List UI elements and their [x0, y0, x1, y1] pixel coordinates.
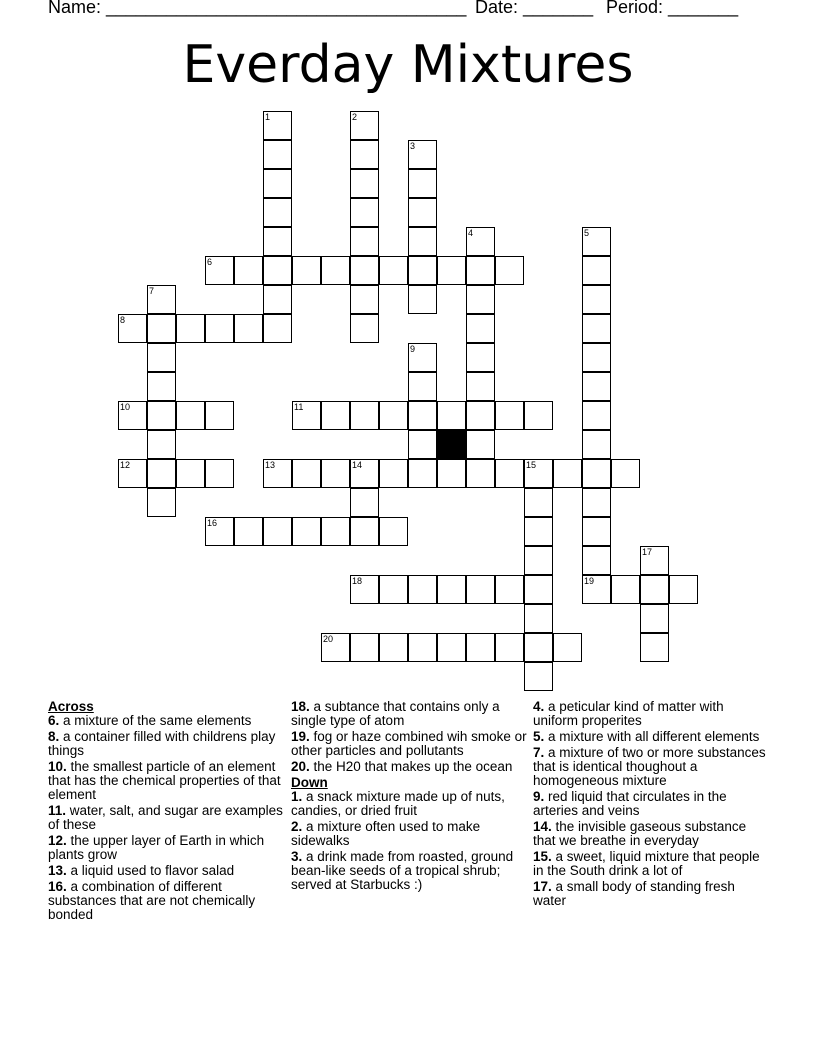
across-clue-list-continued — [291, 700, 527, 774]
clue-number: 8 — [120, 315, 126, 325]
clue-number-label: 5. — [533, 729, 545, 744]
clue-number-label: 17. — [533, 879, 552, 894]
clue-text: a subtance that contains only a single type of atom — [291, 699, 500, 728]
grid-cell[interactable] — [350, 256, 379, 285]
clue-number: 14 — [352, 460, 363, 470]
clue — [533, 880, 769, 908]
clue-text: a mixture of the same elements — [59, 713, 252, 728]
grid-cell[interactable] — [408, 401, 437, 430]
clue — [291, 850, 527, 892]
clue-text: a mixture of two or more substances that is identical thoughout a homogeneous mixture — [533, 745, 766, 788]
clue — [291, 760, 527, 774]
clue — [533, 850, 769, 878]
grid-cell[interactable] — [350, 488, 379, 517]
grid-cell[interactable] — [408, 198, 437, 227]
clue-column-1 — [48, 700, 284, 924]
clue-number-label: 9. — [533, 789, 545, 804]
clue-number-label: 16. — [48, 879, 67, 894]
grid-cell[interactable] — [234, 517, 263, 546]
clue-text: a sweet, liquid mixture that people in the South drink a lot of — [533, 849, 760, 878]
grid-cell[interactable] — [553, 633, 582, 662]
grid-cell[interactable] — [147, 343, 176, 372]
grid-cell[interactable] — [524, 517, 553, 546]
clue-number: 20 — [323, 634, 334, 644]
clue-text: water, salt, and sugar are examples of these — [48, 803, 283, 832]
clue — [48, 760, 284, 802]
grid-cell[interactable] — [466, 314, 495, 343]
clue — [48, 880, 284, 922]
grid-cell[interactable] — [205, 459, 234, 488]
grid-cell[interactable] — [263, 169, 292, 198]
grid-cell[interactable] — [176, 459, 205, 488]
grid-cell[interactable] — [582, 546, 611, 575]
grid-cell[interactable] — [350, 314, 379, 343]
grid-cell[interactable] — [408, 633, 437, 662]
grid-cell[interactable] — [176, 314, 205, 343]
grid-cell[interactable] — [321, 256, 350, 285]
grid-cell[interactable] — [466, 343, 495, 372]
grid-cell[interactable] — [350, 401, 379, 430]
grid-cell[interactable] — [263, 256, 292, 285]
grid-cell[interactable] — [495, 633, 524, 662]
grid-cell[interactable] — [582, 401, 611, 430]
grid-cell[interactable] — [524, 488, 553, 517]
grid-cell[interactable] — [234, 314, 263, 343]
grid-cell[interactable] — [176, 401, 205, 430]
clue-number-label: 13. — [48, 863, 67, 878]
clue — [291, 700, 527, 728]
clue-number-label: 20. — [291, 759, 310, 774]
grid-cell[interactable] — [205, 314, 234, 343]
grid-cell[interactable] — [582, 256, 611, 285]
clue — [48, 730, 284, 758]
grid-cell[interactable] — [292, 517, 321, 546]
grid-cell[interactable] — [437, 633, 466, 662]
grid-cell[interactable] — [321, 459, 350, 488]
grid-cell[interactable] — [582, 459, 611, 488]
clue-number: 19 — [584, 576, 595, 586]
grid-cell[interactable] — [669, 575, 698, 604]
grid-cell[interactable] — [524, 604, 553, 633]
grid-cell[interactable] — [292, 459, 321, 488]
clue-number: 1 — [265, 112, 271, 122]
grid-cell[interactable] — [379, 256, 408, 285]
grid-cell[interactable] — [263, 140, 292, 169]
clue-number-label: 4. — [533, 699, 545, 714]
grid-cell[interactable] — [582, 343, 611, 372]
grid-cell[interactable] — [495, 575, 524, 604]
grid-cell[interactable] — [234, 256, 263, 285]
grid-cell[interactable] — [466, 401, 495, 430]
clue-text: the smallest particle of an element that has the chemical properties of that element — [48, 759, 281, 802]
grid-cell[interactable] — [524, 401, 553, 430]
across-clue-list — [48, 714, 284, 922]
clue — [291, 730, 527, 758]
grid-cell[interactable] — [640, 575, 669, 604]
grid-cell[interactable] — [379, 633, 408, 662]
clue — [533, 790, 769, 818]
clue-number-label: 11. — [48, 803, 67, 818]
clue-number: 3 — [410, 141, 416, 151]
clue-text: red liquid that circulates in the arteries and veins — [533, 789, 727, 818]
clue-text: a container filled with childrens play things — [48, 729, 276, 758]
grid-cell[interactable] — [379, 459, 408, 488]
clue-number-label: 12. — [48, 833, 67, 848]
clue-number-label: 8. — [48, 729, 60, 744]
clue-number-label: 14. — [533, 819, 552, 834]
grid-cell[interactable] — [321, 401, 350, 430]
clue-number-label: 15. — [533, 849, 552, 864]
grid-cell[interactable] — [582, 372, 611, 401]
grid-cell[interactable] — [582, 430, 611, 459]
clue-text: a snack mixture made up of nuts, candies, or dried fruit — [291, 789, 505, 818]
grid-cell[interactable] — [611, 575, 640, 604]
grid-cell[interactable] — [495, 459, 524, 488]
clue-text: a small body of standing fresh water — [533, 879, 735, 908]
clue — [48, 804, 284, 832]
clue-column-2 — [291, 700, 527, 894]
clue-number: 4 — [468, 228, 474, 238]
clue-number-label: 10. — [48, 759, 67, 774]
grid-cell[interactable] — [437, 401, 466, 430]
grid-cell[interactable] — [408, 285, 437, 314]
grid-cell[interactable] — [321, 517, 350, 546]
grid-cell[interactable] — [350, 169, 379, 198]
grid-cell[interactable] — [466, 430, 495, 459]
across-heading: Across — [48, 699, 94, 714]
grid-cell[interactable] — [437, 459, 466, 488]
grid-cell[interactable] — [408, 227, 437, 256]
grid-cell[interactable] — [350, 285, 379, 314]
name-field[interactable]: Name: ____________________________________ — [48, 0, 467, 17]
clue-number: 9 — [410, 344, 416, 354]
grid-cell[interactable] — [147, 314, 176, 343]
grid-cell[interactable] — [379, 517, 408, 546]
grid-cell[interactable] — [524, 575, 553, 604]
grid-cell[interactable] — [408, 430, 437, 459]
grid-cell[interactable] — [466, 256, 495, 285]
grid-cell[interactable] — [263, 227, 292, 256]
grid-cell[interactable] — [408, 169, 437, 198]
grid-cell[interactable] — [408, 459, 437, 488]
down-heading: Down — [291, 775, 328, 790]
down-clue-list — [291, 790, 527, 892]
clue-text: a mixture with all different elements — [544, 729, 760, 744]
grid-cell[interactable] — [466, 575, 495, 604]
clue-number-label: 2. — [291, 819, 303, 834]
clue — [533, 820, 769, 848]
grid-cell[interactable] — [147, 430, 176, 459]
grid-cell[interactable] — [292, 256, 321, 285]
clue-text: a combination of different substances that are not chemically bonded — [48, 879, 256, 922]
grid-cell[interactable] — [553, 459, 582, 488]
grid-cell[interactable] — [350, 633, 379, 662]
black-cell — [437, 430, 466, 459]
grid-cell[interactable] — [582, 314, 611, 343]
grid-cell[interactable] — [379, 575, 408, 604]
grid-cell[interactable] — [611, 459, 640, 488]
grid-cell[interactable] — [524, 662, 553, 691]
grid-cell[interactable] — [147, 488, 176, 517]
clue — [48, 714, 284, 728]
clue — [533, 730, 769, 744]
grid-cell[interactable] — [263, 285, 292, 314]
clue — [533, 700, 769, 728]
grid-cell[interactable] — [350, 227, 379, 256]
grid-cell[interactable] — [147, 459, 176, 488]
clue — [291, 790, 527, 818]
grid-cell[interactable] — [147, 372, 176, 401]
grid-cell[interactable] — [640, 604, 669, 633]
grid-cell[interactable] — [205, 401, 234, 430]
grid-cell[interactable] — [437, 256, 466, 285]
clue-text: the upper layer of Earth in which plants grow — [48, 833, 265, 862]
clue-number: 16 — [207, 518, 218, 528]
grid-cell[interactable] — [263, 198, 292, 227]
clue-number: 18 — [352, 576, 363, 586]
grid-cell[interactable] — [466, 633, 495, 662]
grid-cell[interactable] — [263, 517, 292, 546]
clue-number-label: 19. — [291, 729, 310, 744]
clue-text: the H20 that makes up the ocean — [309, 759, 513, 774]
grid-cell[interactable] — [350, 517, 379, 546]
date-field[interactable]: Date: _______ — [475, 0, 594, 17]
clue-number: 17 — [642, 547, 653, 557]
grid-cell[interactable] — [350, 198, 379, 227]
grid-cell[interactable] — [524, 633, 553, 662]
grid-cell[interactable] — [147, 401, 176, 430]
grid-cell[interactable] — [582, 488, 611, 517]
down-clue-list-continued — [533, 700, 769, 908]
grid-cell[interactable] — [640, 633, 669, 662]
clue-number-label: 18. — [291, 699, 310, 714]
clue-text: fog or haze combined wih smoke or other particles and pollutants — [291, 729, 527, 758]
grid-cell[interactable] — [408, 575, 437, 604]
clue-number-label: 7. — [533, 745, 545, 760]
period-field[interactable]: Period: _______ — [606, 0, 739, 17]
clue-number: 15 — [526, 460, 537, 470]
grid-cell[interactable] — [495, 256, 524, 285]
grid-cell[interactable] — [524, 546, 553, 575]
clue-text: a drink made from roasted, ground bean-like seeds of a tropical shrub; served at Starbucks :) — [291, 849, 514, 892]
clue-text: a mixture often used to make sidewalks — [291, 819, 481, 848]
clue-number-label: 3. — [291, 849, 303, 864]
grid-cell[interactable] — [466, 285, 495, 314]
grid-cell[interactable] — [495, 401, 524, 430]
clue-text: a peticular kind of matter with uniform properites — [533, 699, 724, 728]
clue-number: 6 — [207, 257, 213, 267]
clue — [533, 746, 769, 788]
clue-number-label: 6. — [48, 713, 60, 728]
grid-cell[interactable] — [582, 285, 611, 314]
grid-cell[interactable] — [408, 372, 437, 401]
clue-number: 7 — [149, 286, 155, 296]
clue-number: 5 — [584, 228, 590, 238]
clue — [48, 834, 284, 862]
grid-cell[interactable] — [582, 517, 611, 546]
clue-number: 11 — [294, 402, 304, 412]
clue — [291, 820, 527, 848]
clue-number-label: 1. — [291, 789, 303, 804]
clue-number: 12 — [120, 460, 131, 470]
clue-column-3 — [533, 700, 769, 910]
clue-number: 2 — [352, 112, 358, 122]
page-title: Everday Mixtures — [182, 35, 634, 95]
clue-text: a liquid used to flavor salad — [66, 863, 235, 878]
grid-cell[interactable] — [350, 140, 379, 169]
grid-cell[interactable] — [466, 372, 495, 401]
grid-cell[interactable] — [437, 575, 466, 604]
grid-cell[interactable] — [466, 459, 495, 488]
grid-cell[interactable] — [408, 256, 437, 285]
grid-cell[interactable] — [379, 401, 408, 430]
clue-number: 13 — [265, 460, 276, 470]
clue-number: 10 — [120, 402, 131, 412]
clue — [48, 864, 284, 878]
grid-cell[interactable] — [263, 314, 292, 343]
clue-text: the invisible gaseous substance that we breathe in everyday — [533, 819, 747, 848]
